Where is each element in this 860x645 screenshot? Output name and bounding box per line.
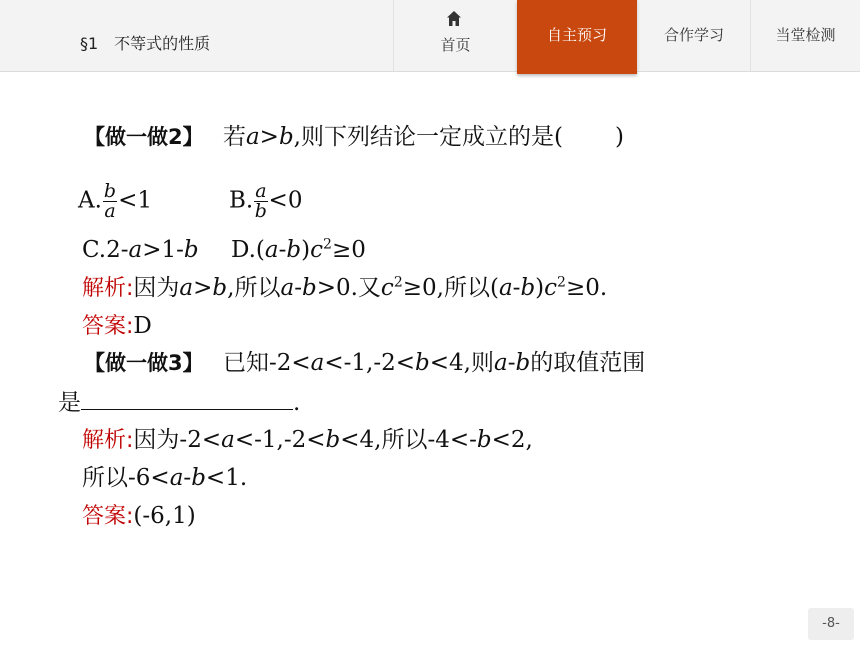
var-a: a: [310, 350, 325, 376]
option-c-var-a: a: [128, 237, 143, 263]
minus: -: [183, 465, 192, 491]
q2-close-paren: ): [614, 124, 624, 150]
q2-stem-prefix: 若: [222, 124, 246, 150]
q3-analysis-text: <2,: [491, 427, 533, 453]
tab-self-preview[interactable]: 自主预习: [517, 0, 637, 74]
q3-stem: [84, 348, 645, 378]
tab-classroom-check[interactable]: 当堂检测: [750, 0, 860, 71]
q3-analysis-text: <1.: [205, 465, 248, 491]
q3-stem-text: <-1,-2<: [324, 350, 416, 376]
tab-cooperative-learning[interactable]: 合作学习: [637, 0, 750, 71]
q2-analysis-text: ≥0.: [565, 275, 608, 301]
minus: -: [512, 275, 521, 301]
q2-gt: >: [259, 124, 279, 150]
q3-answer: [82, 501, 196, 532]
q2-answer-label: 答案:: [82, 314, 134, 339]
q2-option-d: [231, 235, 366, 265]
q2-option-a: [78, 182, 152, 221]
q3-tag: 【做一做3】: [84, 351, 204, 375]
q3-analysis-text: <4,所以-4<-: [340, 427, 477, 453]
var-b: b: [476, 427, 492, 453]
option-d-var-b: b: [286, 237, 302, 263]
answer-blank: [81, 387, 293, 410]
var-c: c: [380, 275, 394, 301]
var-a: a: [221, 427, 235, 453]
q3-analysis-label: 解析:: [82, 428, 134, 453]
q2-answer: [82, 311, 152, 342]
q2-answer-value: D: [133, 313, 152, 339]
q2-tag: 【做一做2】: [84, 125, 204, 149]
home-icon: [447, 11, 461, 26]
var-b: b: [415, 350, 430, 376]
var-a: a: [493, 350, 508, 376]
section-title: §1 不等式的性质: [80, 34, 211, 53]
q3-line2-suffix: .: [293, 390, 301, 416]
option-d-var-c: c: [310, 237, 324, 263]
var-b: b: [325, 427, 341, 453]
q3-analysis-text: 所以-6<: [82, 465, 170, 491]
q2-analysis-text: >0.又: [316, 275, 381, 301]
nav-home-label: 首页: [440, 36, 471, 54]
q3-answer-label: 答案:: [82, 504, 134, 529]
option-d-minus: -: [278, 237, 287, 263]
q2-stem-suffix: ,则下列结论一定成立的是(: [293, 124, 563, 150]
var-b: b: [301, 275, 317, 301]
option-d-exponent: 2: [323, 236, 332, 253]
q3-analysis-text: 因为-2<: [133, 427, 222, 453]
option-a-rest: <1: [118, 187, 152, 214]
var-b: b: [520, 275, 536, 301]
minus: -: [507, 350, 516, 376]
option-d-var-a: a: [264, 237, 279, 263]
q2-analysis-text: ,所以: [227, 275, 281, 301]
option-c-var-b: b: [183, 237, 199, 263]
q2-stem: [84, 122, 624, 152]
option-a-fraction: [103, 182, 117, 221]
header-bar: [0, 0, 860, 72]
q2-var-a: a: [245, 124, 260, 150]
var-a: a: [280, 275, 295, 301]
q2-analysis: [82, 273, 607, 304]
var-a: a: [179, 275, 194, 301]
gt: >: [193, 275, 213, 301]
option-b-rest: <0: [268, 187, 303, 214]
exponent: 2: [557, 274, 566, 291]
q3-stem-text: 已知-2<: [222, 350, 311, 376]
q3-answer-value: (-6,1): [133, 503, 196, 529]
q3-analysis-text: <-1,-2<: [234, 427, 326, 453]
nav-home-button[interactable]: [393, 0, 517, 71]
option-b-denominator: b: [254, 200, 267, 222]
q2-analysis-text: ): [535, 275, 545, 301]
option-d-label: D.(: [231, 237, 265, 263]
option-d-rest: ≥0: [331, 237, 366, 263]
var-c: c: [544, 275, 558, 301]
option-c-mid: >1-: [142, 237, 184, 263]
q3-stem-text: 的取值范围: [530, 350, 646, 376]
page-number: -8-: [808, 608, 854, 640]
option-d-close: ): [301, 237, 311, 263]
option-b-label: B.: [229, 187, 254, 214]
q3-line2-prefix: 是: [58, 390, 81, 416]
q2-analysis-label: 解析:: [82, 276, 134, 301]
option-b-numerator: a: [255, 180, 267, 202]
minus: -: [294, 275, 302, 301]
q3-stem-line2: [58, 387, 300, 418]
var-a: a: [498, 275, 513, 301]
q3-analysis-line2: [82, 463, 247, 493]
var-b: b: [515, 350, 531, 376]
q2-option-b: [229, 182, 302, 221]
q2-analysis-text: ≥0,所以(: [402, 275, 499, 301]
var-b: b: [191, 465, 206, 491]
exponent: 2: [393, 274, 403, 291]
q2-option-c: [82, 235, 199, 265]
option-b-fraction: [254, 182, 267, 221]
option-a-label: A.: [78, 187, 102, 214]
q2-var-b: b: [278, 124, 294, 150]
option-c-label: C.2-: [82, 237, 129, 263]
option-a-numerator: b: [103, 180, 117, 202]
var-a: a: [169, 465, 184, 491]
q3-analysis: [82, 425, 533, 456]
option-a-denominator: a: [104, 200, 116, 222]
q2-analysis-text: 因为: [133, 275, 180, 301]
q3-stem-text: <4,则: [429, 350, 494, 376]
var-b: b: [212, 275, 228, 301]
